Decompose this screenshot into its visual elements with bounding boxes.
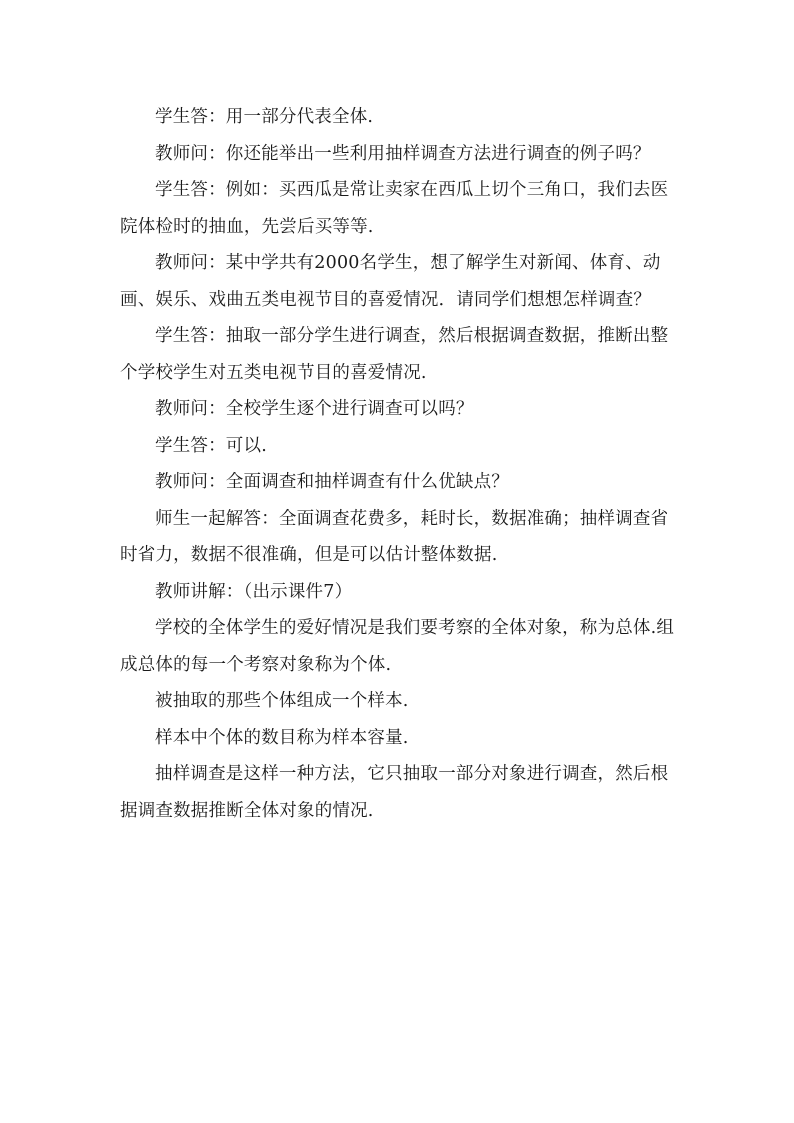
paragraph-student-answer-4: 学生答：可以. [155, 435, 267, 456]
paragraph-teacher-question-4: 教师问：全面调查和抽样调查有什么优缺点？ [155, 472, 509, 492]
paragraph-joint-answer: 师生一起解答：全面调查花费多，耗时长，数据准确；抽样调查省时省力，数据不很准确，但是可以估计整体数据. [120, 508, 669, 565]
paragraph-teacher-question-2: 教师问：某中学共有2000名学生，想了解学生对新闻、体育、动画、娱乐、戏曲五类电视节目的喜爱情况．请同学们想想怎样调查？ [120, 253, 661, 310]
paragraph-teacher-question-1: 教师问：你还能举出一些利用抽样调查方法进行调查的例子吗？ [155, 143, 651, 164]
paragraph-teacher-question-3: 教师问：全校学生逐个进行调查可以吗？ [155, 399, 474, 419]
paragraph-definition-sample-size: 样本中个体的数目称为样本容量. [155, 727, 409, 748]
paragraph-definition-population: 学校的全体学生的爱好情况是我们要考察的全体对象，称为总体.组成总体的每一个考察对象称为个体. [120, 618, 675, 675]
paragraph-teacher-explanation: 教师讲解：（出示课件7） [155, 581, 353, 602]
paragraph-student-answer-2: 学生答：例如：买西瓜是常让卖家在西瓜上切个三角口，我们去医院体检时的抽血，先尝后买等等. [120, 180, 669, 237]
paragraph-definition-sampling-survey: 抽样调查是这样一种方法，它只抽取一部分对象进行调查，然后根据调查数据推断全体对象的情况. [120, 764, 669, 821]
paragraph-student-answer-3: 学生答：抽取一部分学生进行调查，然后根据调查数据，推断出整个学校学生对五类电视节目的喜爱情况. [120, 326, 669, 383]
paragraph-definition-sample: 被抽取的那些个体组成一个样本. [155, 691, 409, 711]
document-body [120, 99, 680, 829]
paragraph-student-answer-1: 学生答：用一部分代表全体. [155, 107, 374, 127]
